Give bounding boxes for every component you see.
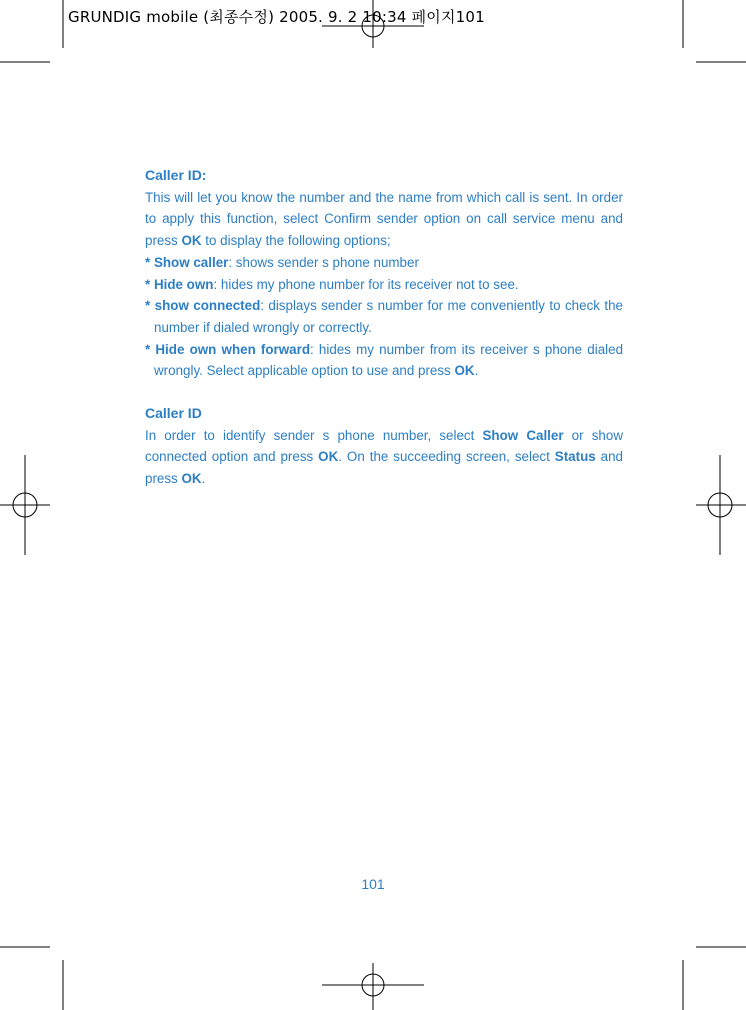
option-tail: . bbox=[474, 363, 479, 379]
bullet: * bbox=[145, 254, 154, 270]
ok-keyword: OK bbox=[318, 449, 339, 465]
intro-text: This will let you know the number and the name from which call is sent. In order to apply this function, select Confirm sender option on call service menu and press bbox=[145, 189, 623, 249]
option-hide-own bbox=[145, 274, 623, 296]
para-text: In order to identify sender s phone number, select bbox=[145, 427, 483, 443]
status-keyword: Status bbox=[554, 449, 596, 465]
bullet: * bbox=[145, 298, 155, 314]
option-show-connected bbox=[145, 295, 623, 338]
page-number: 101 bbox=[361, 876, 385, 892]
intro-text-end: to display the following options; bbox=[201, 233, 391, 249]
para-text: . bbox=[201, 471, 206, 487]
para-text: . On the succeeding screen, select bbox=[338, 449, 555, 465]
option-desc: : hides my number from its receiver s phone dialed wrongly. Select applicable option to use and press bbox=[154, 341, 624, 379]
option-label: Hide own when forward bbox=[155, 341, 311, 357]
section-heading-caller-id: Caller ID: bbox=[145, 167, 207, 183]
show-caller-keyword: Show Caller bbox=[482, 427, 564, 443]
option-desc: : hides my phone number for its receiver not to see. bbox=[213, 276, 519, 292]
registration-mark-right bbox=[696, 455, 746, 555]
registration-mark-bottom bbox=[322, 963, 424, 1010]
bullet: * bbox=[145, 341, 156, 357]
option-label: show connected bbox=[154, 298, 261, 314]
option-label: Show caller bbox=[153, 254, 229, 270]
option-show-caller bbox=[145, 252, 623, 274]
option-hide-own-when-forward bbox=[145, 339, 623, 382]
registration-mark-left bbox=[0, 455, 50, 555]
ok-keyword: OK bbox=[181, 233, 202, 249]
intro-paragraph bbox=[145, 187, 623, 252]
option-desc: : displays sender s number for me conveniently to check the number if dialed wrongly or correctly. bbox=[154, 298, 623, 335]
ok-keyword: OK bbox=[454, 363, 475, 379]
bullet: * bbox=[145, 276, 154, 292]
page-content bbox=[145, 165, 623, 490]
option-desc: : shows sender s phone number bbox=[228, 254, 419, 270]
ok-keyword: OK bbox=[181, 471, 202, 487]
option-label: Hide own bbox=[153, 276, 214, 292]
para-text: and press bbox=[145, 449, 623, 487]
para-text: or show connected option and press bbox=[145, 427, 623, 465]
print-header: GRUNDIG mobile (최종수정) 2005. 9. 2 10:34 페이지101 bbox=[68, 8, 485, 26]
caller-id-paragraph bbox=[145, 425, 623, 490]
section-heading-caller-id-2: Caller ID bbox=[145, 405, 202, 422]
